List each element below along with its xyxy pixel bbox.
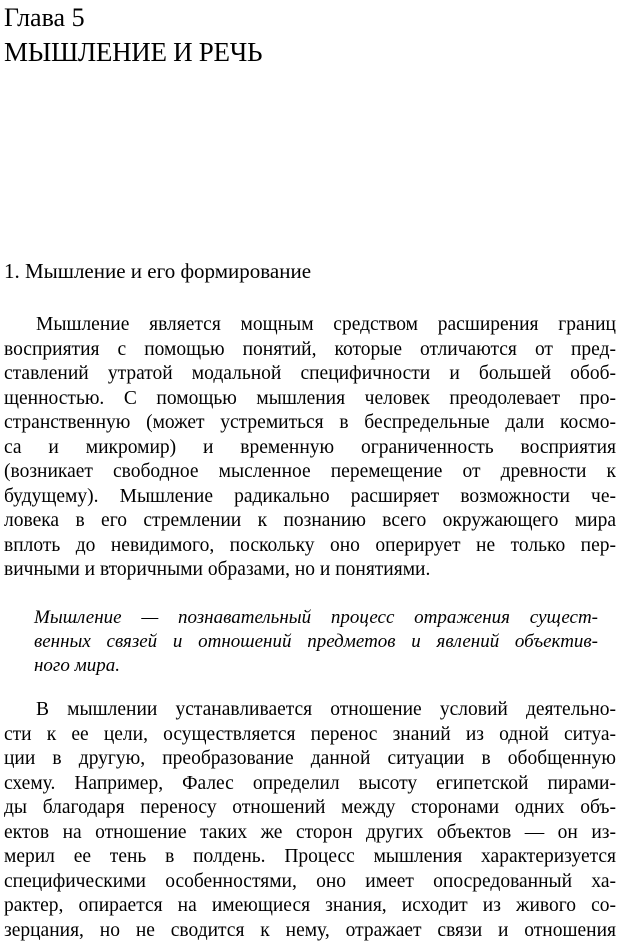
text-line: В мышлении устанавливается отношение условий деятельно- [4, 698, 616, 723]
section-title: 1. Мышление и его формирование [4, 257, 311, 285]
text-line: специфическими особенностями, оно имеет опосредованный ха- [4, 870, 616, 895]
text-line: странственную (может устремиться в беспредельные дали космо- [4, 411, 616, 436]
definition-block [34, 606, 598, 678]
text-line: схему. Например, Фалес определил высоту египетской пирами- [4, 772, 616, 797]
text-line: са и микромир) и временную ограниченность восприятия [4, 436, 616, 461]
text-line: вичными и вторичными образами, но и понятиями. [4, 558, 616, 583]
text-line: щенностью. С помощью мышления человек преодолевает про- [4, 387, 616, 412]
chapter-label: Глава 5 [4, 3, 85, 33]
text-line: будущему). Мышление радикально расширяет возможности че- [4, 485, 616, 510]
text-line: восприятия с помощью понятий, которые отличаются от пред- [4, 338, 616, 363]
text-line: рактер, опирается на имеющиеся знания, исходит из живого со- [4, 894, 616, 919]
text-line: мерил ее тень в полдень. Процесс мышления характеризуется [4, 845, 616, 870]
text-line: зерцания, но не сводится к нему, отражает связи и отношения [4, 919, 616, 943]
text-line: сти к ее цели, осуществляется перенос знаний из одной ситуа- [4, 723, 616, 748]
chapter-title: МЫШЛЕНИЕ И РЕЧЬ [4, 36, 262, 68]
text-line: (возникает свободное мысленное перемещение от древности к [4, 460, 616, 485]
text-line: Мышление является мощным средством расширения границ [4, 313, 616, 338]
definition-line: Мышление — познавательный процесс отражения сущест- [34, 606, 598, 630]
text-line: вплоть до невидимого, поскольку оно оперирует не только пер- [4, 534, 616, 559]
text-line: ции в другую, преобразование данной ситуации в обобщенную [4, 747, 616, 772]
paragraph-intro [4, 313, 616, 583]
text-line: ектов на отношение таких же сторон других объектов — он из- [4, 821, 616, 846]
text-line: ловека в его стремлении к познанию всего окружающего мира [4, 509, 616, 534]
text-line: ставлений утратой модальной специфичности и большей обоб- [4, 362, 616, 387]
text-line: ды благодаря переносу отношений между сторонами одних объ- [4, 796, 616, 821]
definition-line: ного мира. [34, 654, 598, 678]
paragraph-thinking-process [4, 698, 616, 943]
definition-line: венных связей и отношений предметов и явлений объектив- [34, 630, 598, 654]
